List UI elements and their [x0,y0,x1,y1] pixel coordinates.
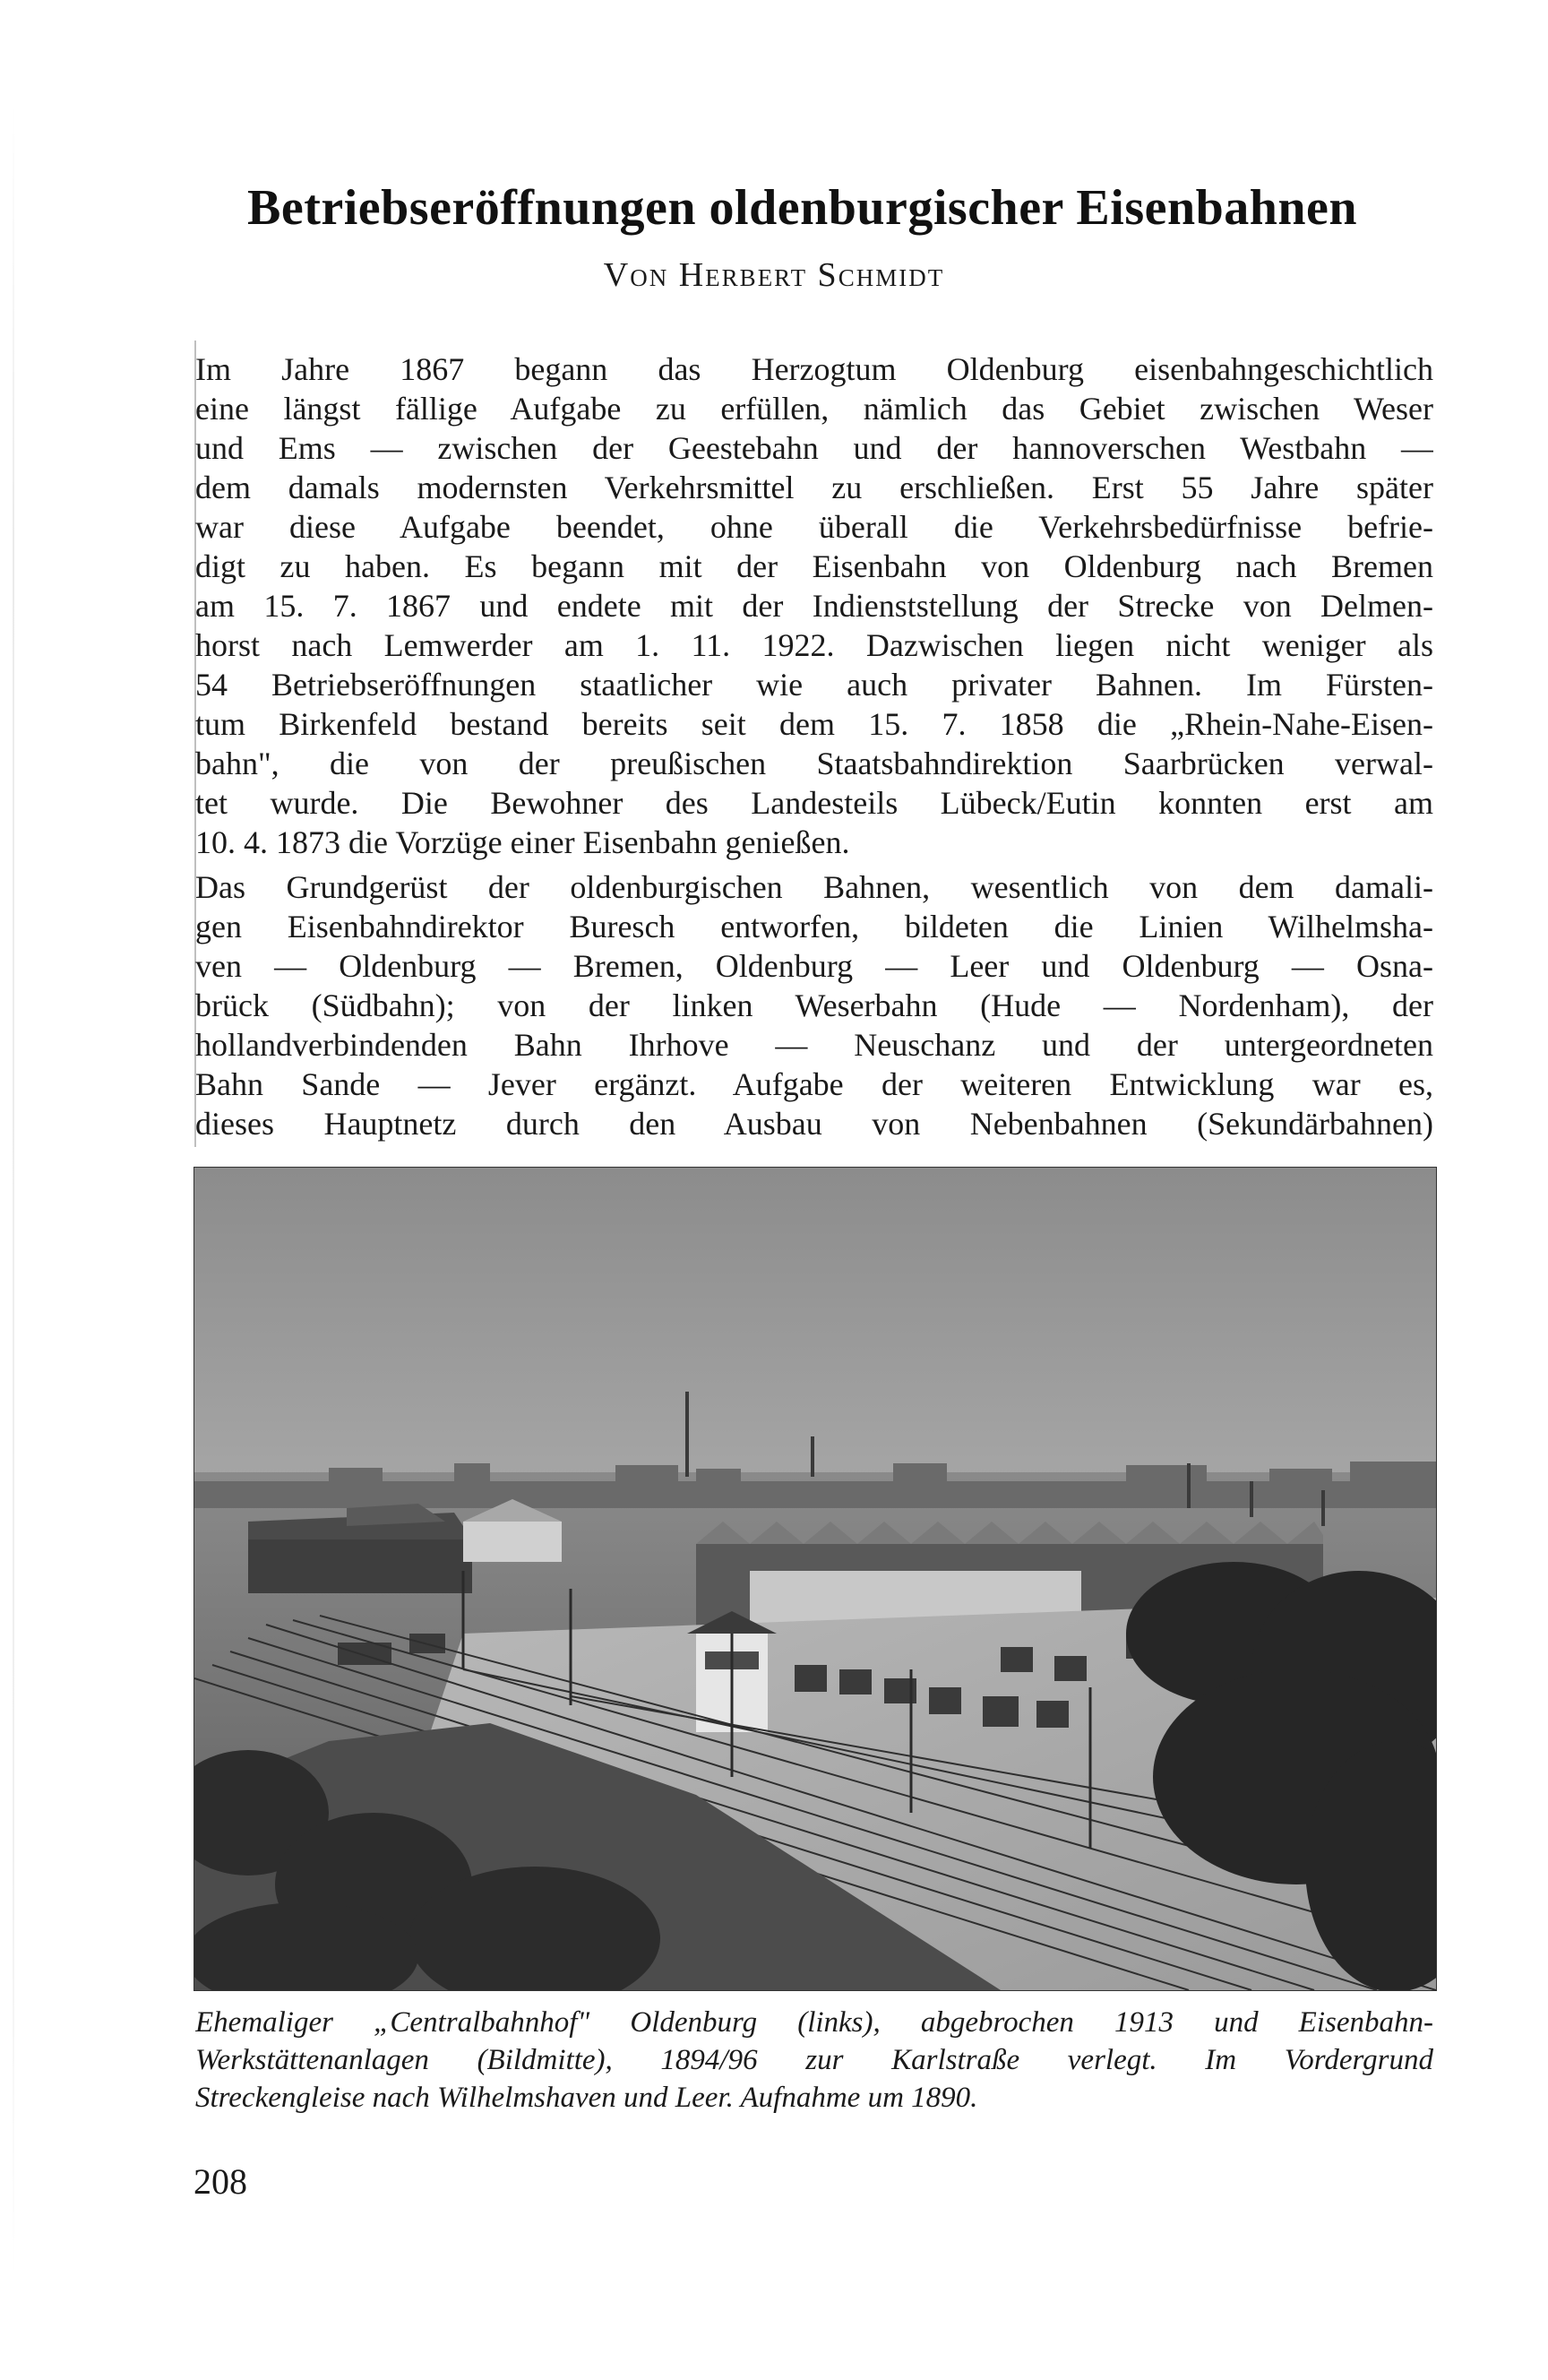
figure-caption [195,2004,1433,2117]
caption-line: Streckengleise nach Wilhelmshaven und Leer. Aufnahme um 1890. [195,2082,978,2114]
paragraph-2 [195,867,1433,1143]
text-line: eine längst fällige Aufgabe zu erfüllen, nämlich das Gebiet zwischen Weser [195,391,1433,427]
text-line: am 15. 7. 1867 und endete mit der Indienststellung der Strecke von Delmen- [195,588,1433,624]
text-line: ven — Oldenburg — Bremen, Oldenburg — Leer und Oldenburg — Osna- [195,948,1433,984]
text-line: tet wurde. Die Bewohner des Landesteils Lübeck/Eutin konnten erst am [195,785,1433,821]
text-line: gen Eisenbahndirektor Buresch entworfen, bildeten die Linien Wilhelmsha- [195,909,1433,944]
text-line: Das Grundgerüst der oldenburgischen Bahnen, wesentlich von dem damali- [195,869,1433,905]
scan-edge-shadow [13,99,14,2285]
text-line: 54 Betriebseröffnungen staatlicher wie auch privater Bahnen. Im Fürsten- [195,667,1433,703]
article-byline: Von Herbert Schmidt [603,256,945,294]
railway-yard-photo [194,1167,1437,1991]
railway-yard-illustration [194,1168,1436,1990]
caption-line: Ehemaliger „Centralbahnhof" Oldenburg (links), abgebrochen 1913 und Eisenbahn- [195,2006,1433,2039]
page-number: 208 [194,2161,247,2202]
text-line: 10. 4. 1873 die Vorzüge einer Eisenbahn genießen. [195,824,850,860]
text-line: bahn", die von der preußischen Staatsbahndirektion Saarbrücken verwal- [195,746,1433,781]
paragraph-1 [195,349,1433,862]
text-line: hollandverbindenden Bahn Ihrhove — Neuschanz und der untergeordneten [195,1027,1433,1063]
text-line: brück (Südbahn); von der linken Weserbahn (Hude — Nordenham), der [195,987,1433,1023]
article-body [195,349,1433,1143]
text-line: war diese Aufgabe beendet, ohne überall die Verkehrsbedürfnisse befrie- [195,509,1433,545]
text-line: dieses Hauptnetz durch den Ausbau von Nebenbahnen (Sekundärbahnen) [195,1106,1433,1142]
caption-line: Werkstättenanlagen (Bildmitte), 1894/96 zur Karlstraße verlegt. Im Vordergrund [195,2044,1433,2076]
text-line: und Ems — zwischen der Geestebahn und der hannoverschen Westbahn — [195,430,1433,466]
text-line: digt zu haben. Es begann mit der Eisenbahn von Oldenburg nach Bremen [195,548,1433,584]
text-line: Im Jahre 1867 begann das Herzogtum Oldenburg eisenbahngeschichtlich [195,351,1433,387]
text-line: dem damals modernsten Verkehrsmittel zu erschließen. Erst 55 Jahre später [195,470,1433,505]
text-line: horst nach Lemwerder am 1. 11. 1922. Dazwischen liegen nicht weniger als [195,627,1433,663]
text-line: tum Birkenfeld bestand bereits seit dem 15. 7. 1858 die „Rhein-Nahe-Eisen- [195,706,1433,742]
text-line: Bahn Sande — Jever ergänzt. Aufgabe der weiteren Entwicklung war es, [195,1066,1433,1102]
article-title: Betriebseröffnungen oldenburgischer Eisenbahnen [247,180,1358,236]
